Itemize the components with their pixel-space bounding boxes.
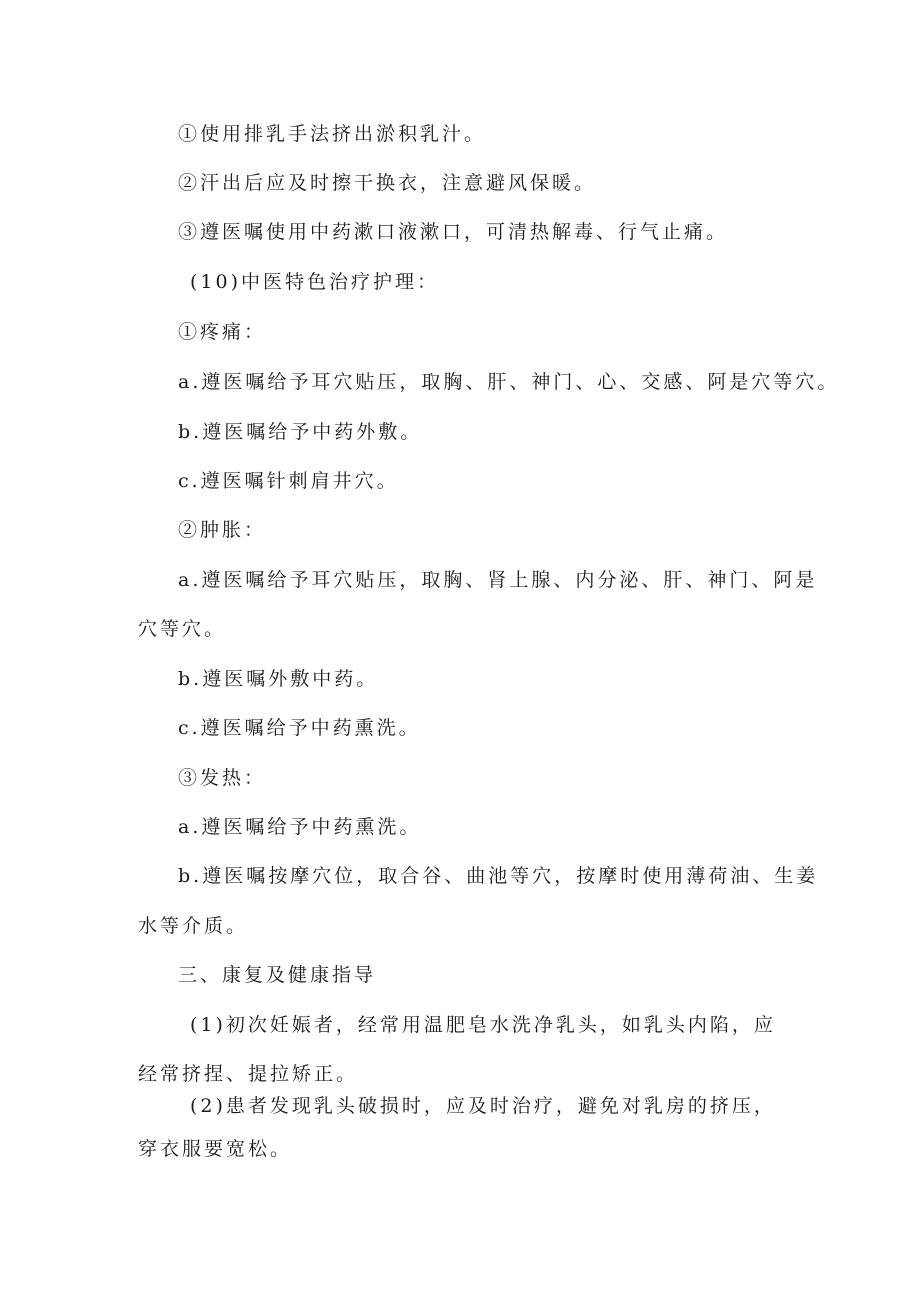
- text-line: b.遵医嘱按摩穴位，取合谷、曲池等穴，按摩时使用薄荷油、生姜: [178, 865, 819, 887]
- text-line: (1)初次妊娠者，经常用温肥皂水洗净乳头，如乳头内陷，应: [190, 1014, 776, 1036]
- text-line: ①疼痛：: [178, 321, 267, 343]
- text-line: a.遵医嘱给予中药熏洗。: [178, 816, 422, 838]
- section-heading: 三、康复及健康指导: [178, 964, 377, 986]
- text-line: a.遵医嘱给予耳穴贴压，取胸、肾上腺、内分泌、肝、神门、阿是: [178, 569, 818, 591]
- text-line: c.遵医嘱给予中药熏洗。: [178, 717, 421, 739]
- text-line: ①使用排乳手法挤出淤积乳汁。: [178, 123, 487, 145]
- text-line: ②汗出后应及时擦干换衣，注意避风保暖。: [178, 172, 597, 194]
- text-line: (2)患者发现乳头破损时，应及时治疗，避免对乳房的挤压，: [190, 1095, 776, 1117]
- text-line: b.遵医嘱外敷中药。: [178, 668, 379, 690]
- text-line: ③遵医嘱使用中药漱口液漱口，可清热解毒、行气止痛。: [178, 221, 729, 243]
- text-line: 穿衣服要宽松。: [138, 1138, 293, 1160]
- text-line: ②肿胀：: [178, 519, 267, 541]
- section-heading: (10)中医特色治疗护理：: [190, 271, 440, 293]
- text-line: ③发热：: [178, 767, 267, 789]
- text-line: a.遵医嘱给予耳穴贴压，取胸、肝、神门、心、交感、阿是穴等穴。: [178, 371, 840, 393]
- text-line: 穴等穴。: [138, 618, 227, 640]
- text-line: 水等介质。: [138, 915, 249, 937]
- text-line: 经常挤捏、提拉矫正。: [138, 1063, 359, 1085]
- text-line: c.遵医嘱针刺肩井穴。: [178, 470, 399, 492]
- text-line: b.遵医嘱给予中药外敷。: [178, 421, 423, 443]
